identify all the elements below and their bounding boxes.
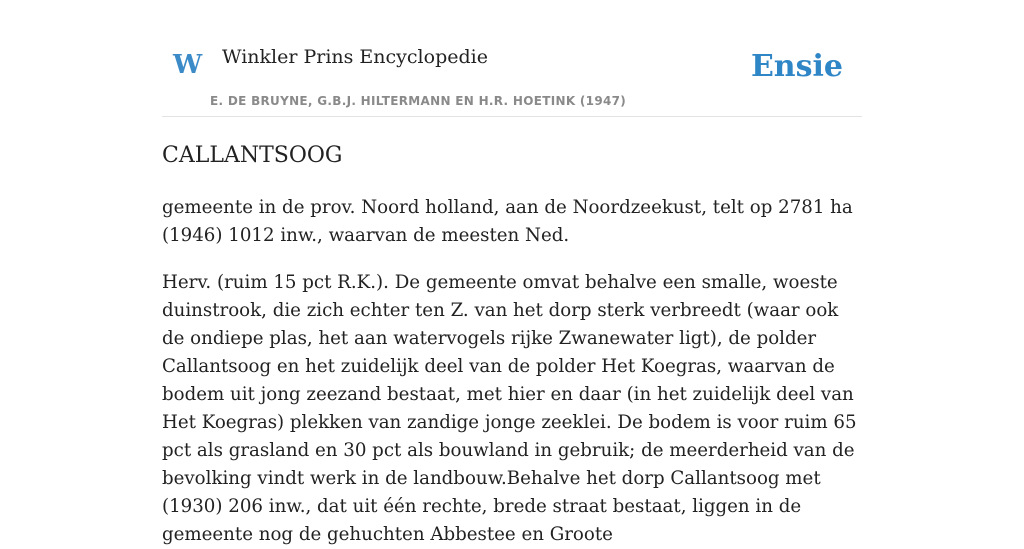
content-container	[162, 0, 862, 549]
ensie-logo-link[interactable]: Ensie	[750, 49, 843, 84]
source-authors: E. DE BRUYNE, G.B.J. HILTERMANN EN H.R. HOETINK (1947)	[210, 94, 627, 108]
source-header	[162, 0, 862, 117]
source-logo-icon: W	[173, 50, 203, 80]
page-title: CALLANTSOOG	[162, 143, 343, 168]
source-title[interactable]: Winkler Prins Encyclopedie	[222, 46, 488, 68]
article-paragraph-1: gemeente in de prov. Noord holland, aan de Noordzeekust, telt op 2781 ha (1946) 1012 inw., waarvan de meesten Ned.	[162, 197, 853, 247]
article-paragraph-2: Herv. (ruim 15 pct R.K.). De gemeente omvat behalve een smalle, woeste duinstrook, die zich echter ten Z. van het dorp sterk verbreedt (waar ook de ondiepe plas, het aan watervogels rijke Zwanewater ligt), de polder Callantsoog en het zuidelijk deel van de polder Het Koegras, waarvan de bodem uit jong zeezand bestaat, met hier en daar (in het zuidelijk deel van Het Koegras) plekken van zandige jonge zeeklei. De bodem is voor ruim 65 pct als grasland en 30 pct als bouwland in gebruik; de meerderheid van de bevolking vindt werk in de landbouw.Behalve het dorp Callantsoog met (1930) 206 inw., dat uit één rechte, brede straat bestaat, liggen in de gemeente nog de gehuchten Abbestee en Groote	[162, 272, 857, 546]
